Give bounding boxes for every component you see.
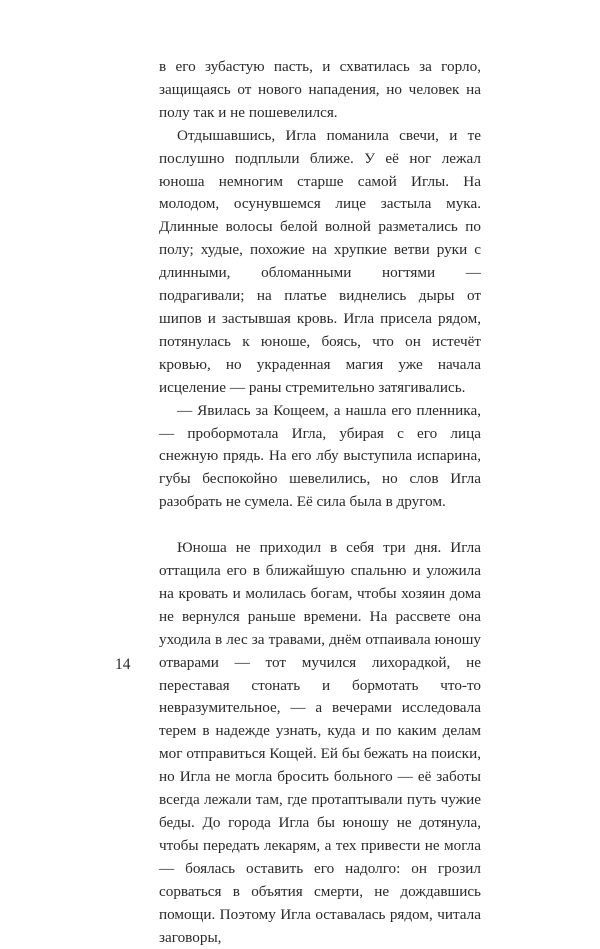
text-section-2 [159, 537, 481, 949]
paragraph: Отдышавшись, Игла поманила свечи, и те послушно подплыли ближе. У её ног лежал юноша немногим старше самой Иглы. На молодом, осунувшемся лице застыла мука. Длинные волосы белой волной разметались по полу; худые, похожие на хрупкие ветви руки с длинными, обломанными ногтями — подрагивали; на платье виднелись дыры от шипов и застывшая кровь. Игла присела рядом, потянулась к юноше, боясь, что он истечёт кровью, но украденная магия уже начала исцеление — раны стремительно затягивались. [159, 126, 481, 396]
paragraph-continuation: в его зубастую пасть, и схватилась за горло, защищаясь от нового нападения, но человек на полу так и не пошевелился. [159, 58, 481, 121]
page-body [159, 56, 481, 949]
page-number: 14 [115, 656, 131, 673]
paragraph-dialogue: — Явилась за Кощеем, а нашла его пленника, — пробормотала Игла, убирая с его лица снежную прядь. На его лбу выступила испарина, губы беспокойно шевелились, но слов Игла разобрать не сумела. Её сила была в другом. [159, 401, 481, 511]
text-section-1 [159, 56, 481, 514]
paragraph: Юноша не приходил в себя три дня. Игла оттащила его в ближайшую спальню и уложила на кровать и молилась богам, чтобы хозяин дома не вернулся раньше времени. На рассвете она уходила в лес за травами, днём отпаивала юношу отварами — тот мучился лихорадкой, не переставая стонать и бормотать что-то невразумительное, — а вечерами исследовала терем в надежде узнать, куда и по каким делам мог отправиться Кощей. Ей бы бежать на поиски, но Игла не могла бросить больного — её заботы всегда лежали там, где протаптывали путь чужие беды. До города Игла бы юношу не дотянула, чтобы передать лекарям, а тех привести не могла — боялась оставить его надолго: он грозил сорваться в объятия смерти, не дождавшись помощи. Поэтому Игла оставалась рядом, читала заговоры, [159, 539, 481, 946]
